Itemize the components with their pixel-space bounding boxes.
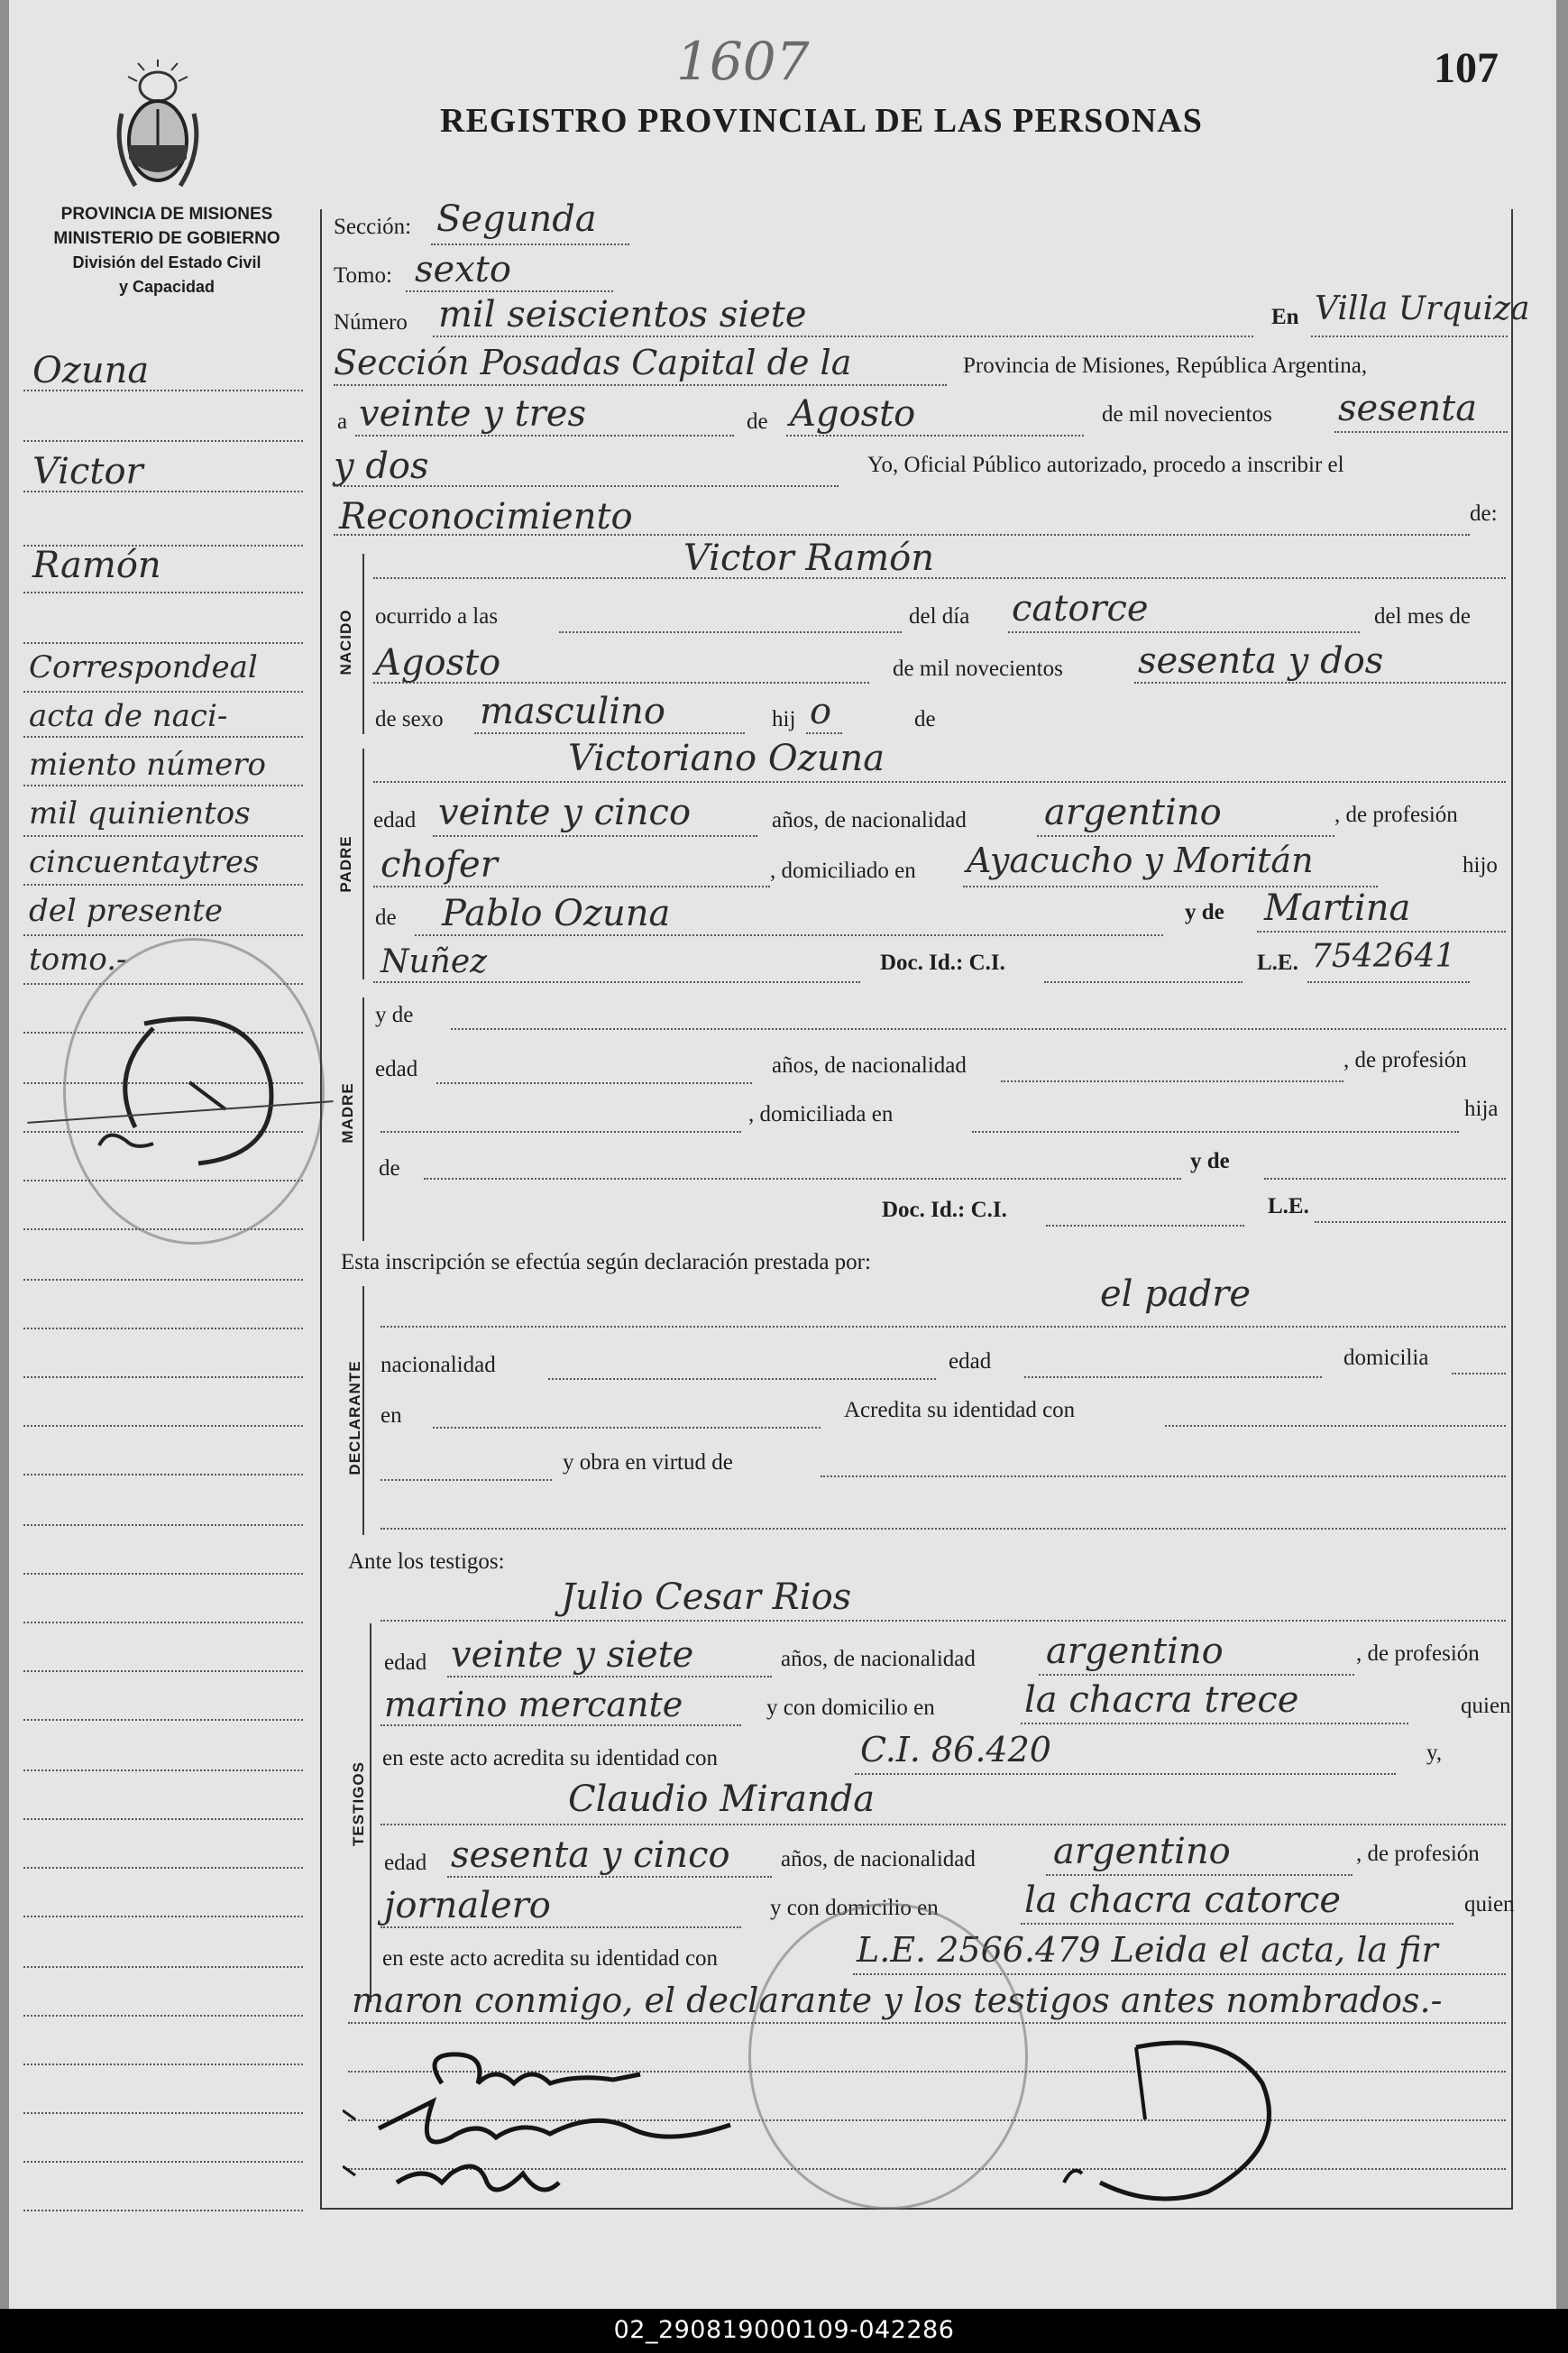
dia-value: veinte y tres — [359, 393, 586, 435]
nacido-anio-value: sesenta y dos — [1138, 640, 1384, 682]
office-capacity: y Capacidad — [118, 278, 215, 296]
anio-label: de mil novecientos — [1102, 402, 1272, 427]
page-number: 107 — [1434, 44, 1499, 92]
testigo2-acredita-label: en este acto acredita su identidad con — [382, 1946, 719, 1971]
madre-nac-label: años, de nacionalidad — [772, 1053, 967, 1078]
nacido-mes-value: Agosto — [375, 642, 501, 684]
bottom-stamp-seal — [748, 1903, 1028, 2210]
ocurrido-label: ocurrido a las — [375, 604, 499, 629]
frame-left-rule — [320, 209, 322, 2210]
section-declarante: DECLARANTE — [346, 1360, 363, 1475]
section-nacido: NACIDO — [337, 609, 354, 676]
margin-signature-icon — [90, 974, 298, 1181]
nacido-name: Victor Ramón — [683, 538, 935, 579]
madre-le-label: L.E. — [1268, 1194, 1309, 1218]
hijo-value: o — [810, 691, 832, 732]
testigo1-name: Julio Cesar Rios — [561, 1576, 852, 1618]
de-label: de — [747, 409, 768, 434]
madre-de-label: de — [379, 1156, 400, 1181]
margin-note-4: mil quinientos — [29, 795, 251, 832]
witness-signatures-icon — [343, 2047, 775, 2228]
padre-dom-value: Ayacucho y Moritán — [967, 841, 1314, 880]
de-colon: de: — [1470, 501, 1498, 526]
padre-de-label: de — [375, 905, 397, 930]
testigo1-dom-value: la chacra trece — [1024, 1679, 1299, 1721]
margin-note-2: acta de naci- — [29, 698, 228, 734]
padre-doc-label: Doc. Id.: C.I. — [880, 951, 1005, 975]
abuelo-value: Pablo Ozuna — [442, 893, 671, 934]
closing-text: maron conmigo, el declarante y los testigos antes nombrados.- — [352, 1981, 1443, 2020]
testigo2-edad-label: edad — [384, 1851, 427, 1875]
testigo2-prof-label: , de profesión — [1356, 1842, 1480, 1866]
tomo-value: sexto — [415, 249, 511, 290]
testigo1-nac-label: años, de nacionalidad — [781, 1647, 976, 1671]
testigo2-quien-label: quien — [1464, 1892, 1515, 1916]
testigo1-edad-label: edad — [384, 1650, 427, 1675]
margin-note-7: tomo.- — [29, 942, 127, 978]
testigo2-id-value: L.E. 2566.479 Leida el acta, la fir — [857, 1930, 1438, 1970]
nacido-dia-value: catorce — [1012, 588, 1149, 630]
en-value: Villa Urquiza — [1315, 290, 1530, 327]
testigo2-nac-label: años, de nacionalidad — [781, 1847, 976, 1871]
declarante-value: el padre — [1100, 1273, 1252, 1315]
abuela-value: Martina — [1264, 887, 1411, 929]
padre-hijo-label: hijo — [1463, 853, 1498, 878]
madre-prof-label: , de profesión — [1343, 1048, 1467, 1072]
del-dia-label: del día — [909, 604, 970, 629]
footer-bar — [0, 2309, 1568, 2353]
padre-rule — [362, 749, 364, 979]
madre-rule — [362, 997, 364, 1241]
padre-edad-label: edad — [373, 808, 417, 832]
declarante-intro: Esta inscripción se efectúa según declaración prestada por: — [341, 1250, 871, 1274]
padre-prof-value: chofer — [381, 844, 498, 886]
hijo-label: hij — [772, 707, 796, 731]
declarante-edad-label: edad — [949, 1349, 992, 1374]
seccion2-value: Sección Posadas Capital de la — [334, 343, 852, 382]
abuela-cont: Nuñez — [381, 943, 488, 980]
document-page — [9, 0, 1556, 2309]
testigo1-acredita-label: en este acto acredita su identidad con — [382, 1746, 719, 1770]
declarante-nac-label: nacionalidad — [381, 1353, 496, 1377]
sexo-value: masculino — [480, 691, 665, 732]
madre-dom-label: , domiciliada en — [748, 1102, 894, 1126]
yo-text: Yo, Oficial Público autorizado, procedo a inscribir el — [867, 453, 1344, 477]
margin-note-5: cincuentaytres — [29, 844, 260, 880]
padre-prof-label: , de profesión — [1334, 803, 1458, 827]
handwritten-act-number: 1607 — [676, 31, 810, 92]
provincia-text: Provincia de Misiones, República Argentina, — [963, 354, 1368, 378]
numero-value: mil seiscientos siete — [438, 294, 807, 335]
mes-value: Agosto — [790, 393, 916, 435]
margin-note-3: miento número — [29, 747, 266, 783]
testigo1-y-label: y, — [1426, 1741, 1443, 1765]
nacido-mil-label: de mil novecientos — [893, 657, 1063, 681]
anio-cont: y dos — [334, 446, 429, 487]
sexo-label: de sexo — [375, 707, 444, 731]
office-block — [27, 202, 307, 299]
madre-hija-label: hija — [1464, 1097, 1499, 1121]
official-signature-icon — [1046, 2029, 1316, 2210]
testigo2-nac-value: argentino — [1053, 1831, 1231, 1872]
seccion-value: Segunda — [436, 198, 597, 240]
testigo2-dom-label: y con domicilio en — [770, 1896, 939, 1920]
document-title: REGISTRO PROVINCIAL DE LAS PERSONAS — [440, 102, 1203, 140]
madre-y-de2-label: y de — [1190, 1149, 1230, 1173]
padre-nac-label: años, de nacionalidad — [772, 808, 967, 832]
testigo2-prof-value: jornalero — [384, 1885, 551, 1926]
section-padre: PADRE — [337, 835, 354, 893]
tomo-label: Tomo: — [334, 263, 392, 288]
a-label: a — [337, 409, 348, 434]
declarante-en-label: en — [381, 1403, 402, 1428]
nacido-rule — [362, 554, 364, 734]
margin-note-6: del presente — [29, 893, 223, 929]
padre-nac-value: argentino — [1044, 792, 1222, 833]
office-ministry: MINISTERIO DE GOBIERNO — [53, 229, 280, 248]
madre-y-de-label: y de — [375, 1003, 414, 1027]
declarante-acredita-label: Acredita su identidad con — [844, 1398, 1076, 1422]
declarante-dom-label: domicilia — [1343, 1346, 1429, 1370]
padre-le-label: L.E. — [1257, 951, 1298, 975]
testigo1-dom-label: y con domicilio en — [766, 1696, 935, 1720]
padre-edad-value: veinte y cinco — [438, 792, 692, 833]
testigo1-nac-value: argentino — [1046, 1631, 1224, 1672]
padre-name: Victoriano Ozuna — [568, 738, 885, 779]
testigos-intro: Ante los testigos: — [348, 1549, 505, 1574]
numero-label: Número — [334, 310, 408, 335]
testigos-rule — [370, 1623, 371, 2002]
madre-doc-label: Doc. Id.: C.I. — [882, 1198, 1007, 1222]
testigo2-edad-value: sesenta y cinco — [451, 1834, 730, 1876]
nacido-de-label: de — [914, 707, 936, 731]
acto-value: Reconocimiento — [339, 496, 633, 538]
padre-y-de-label: y de — [1185, 900, 1224, 924]
padre-dom-label: , domiciliado en — [770, 859, 916, 883]
office-division: División del Estado Civil — [72, 253, 261, 271]
seccion-label: Sección: — [334, 215, 412, 239]
office-province: PROVINCIA DE MISIONES — [60, 205, 273, 224]
margin-name-2: Ramón — [32, 545, 161, 586]
declarante-obra-label: y obra en virtud de — [563, 1450, 733, 1475]
testigo1-prof-label: , de profesión — [1356, 1641, 1480, 1666]
section-madre: MADRE — [339, 1082, 356, 1144]
margin-name-1: Victor — [32, 451, 143, 492]
testigo1-quien-label: quien — [1461, 1694, 1511, 1718]
testigo2-dom-value: la chacra catorce — [1024, 1880, 1342, 1921]
anio-value: sesenta — [1338, 388, 1478, 429]
section-testigos: TESTIGOS — [350, 1761, 367, 1846]
testigo1-prof-value: marino mercante — [384, 1685, 683, 1724]
padre-le-value: 7542641 — [1311, 938, 1456, 975]
testigo2-name: Claudio Miranda — [568, 1779, 876, 1820]
madre-edad-label: edad — [375, 1057, 418, 1081]
margin-note-1: Correspondeal — [29, 649, 258, 685]
footer-id: 02_290819000109-042286 — [613, 2316, 955, 2344]
testigo1-id-value: C.I. 86.420 — [860, 1730, 1051, 1769]
testigo1-edad-value: veinte y siete — [451, 1634, 694, 1676]
en-label: En — [1271, 305, 1299, 329]
argentina-crest-icon — [108, 60, 207, 195]
del-mes-label: del mes de — [1374, 604, 1471, 629]
margin-surname: Ozuna — [32, 350, 150, 391]
